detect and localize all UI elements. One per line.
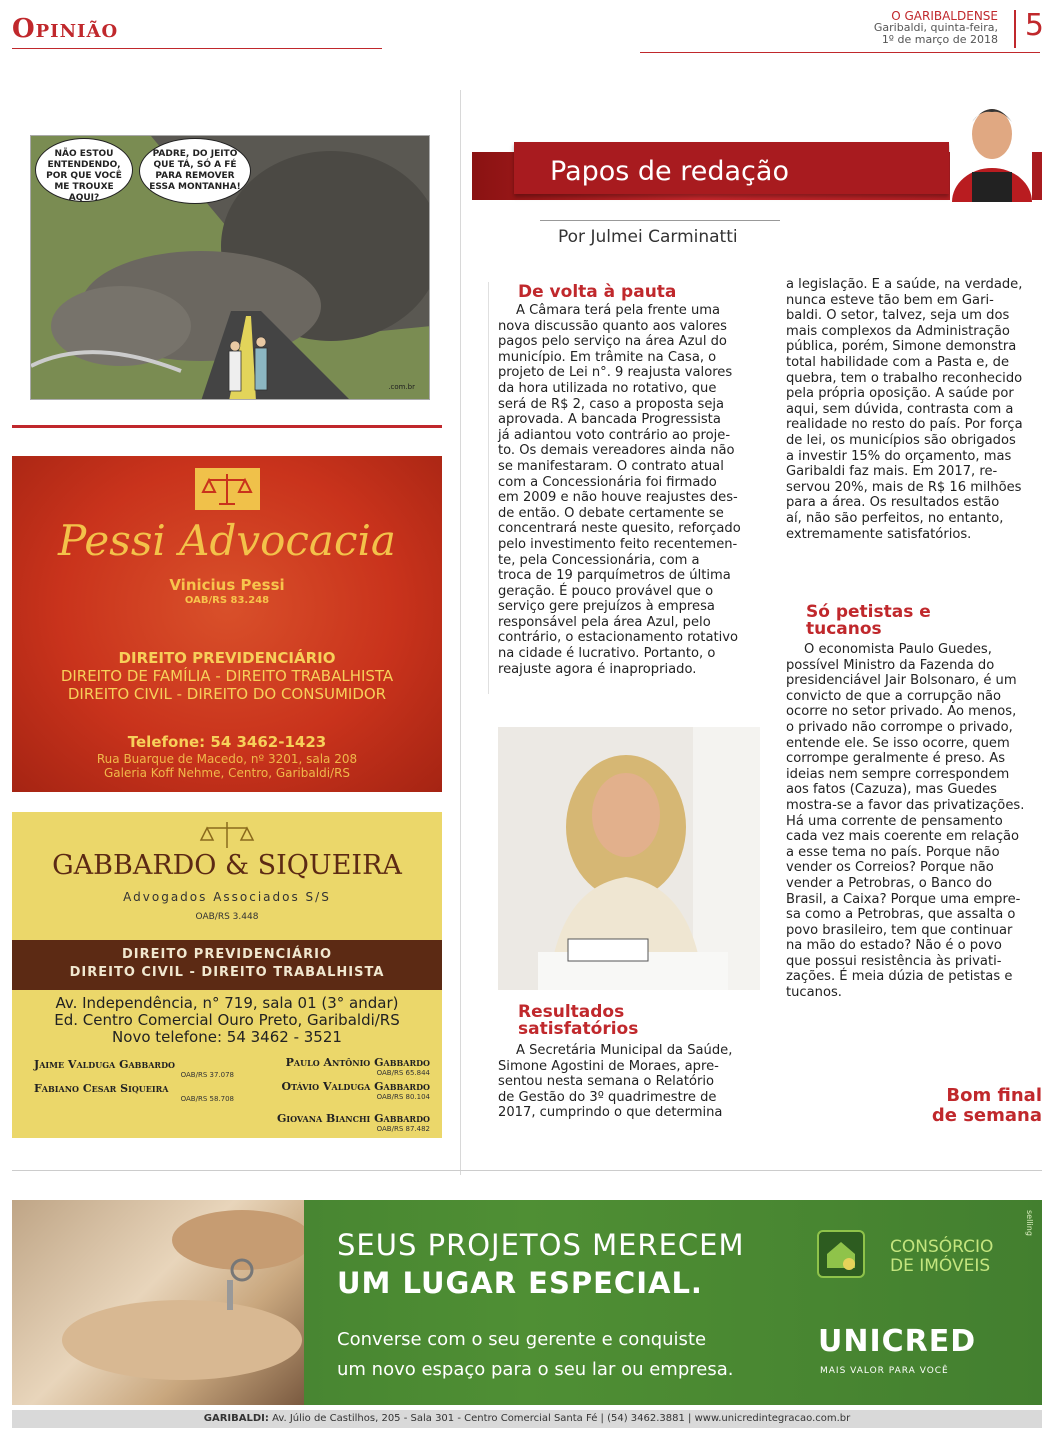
text-line: vender os Correios? Porque não xyxy=(786,860,994,876)
closing-line-1: Bom final xyxy=(946,1085,1042,1106)
keys-hand-image xyxy=(12,1200,304,1405)
lawyer-entry xyxy=(34,1058,234,1079)
text-line: mostra-se a favor das privatizações. xyxy=(786,797,1025,813)
gabbardo-address-1: Av. Independência, n° 719, sala 01 (3° andar) xyxy=(55,994,399,1012)
lawyer-oab: OAB/RS 87.482 xyxy=(376,1125,430,1133)
text-line: entende ele. Se isso ocorre, quem xyxy=(786,735,1010,751)
gabbardo-address-2: Ed. Centro Comercial Ouro Preto, Garibaldi/RS xyxy=(54,1011,400,1029)
pessi-area-3: DIREITO CIVIL - DIREITO DO CONSUMIDOR xyxy=(67,685,387,703)
consorcio-label xyxy=(890,1238,993,1276)
scales-logo-icon xyxy=(195,468,260,510)
lawyer-oab: OAB/RS 58.708 xyxy=(180,1095,234,1103)
text-line: geração. É pouco provável que o xyxy=(498,583,714,599)
lawyer-name: Paulo Antônio Gabbardo xyxy=(285,1056,430,1069)
gabbardo-scales-icon xyxy=(12,820,442,854)
text-line: baldi. O setor, talvez, seja um dos xyxy=(786,308,1010,324)
text-line: aqui, sem dúvida, contrasta com a xyxy=(786,401,1014,417)
lawyer-oab: OAB/RS 65.844 xyxy=(376,1069,430,1077)
section-3-body xyxy=(786,642,1042,1001)
text-line: o privado não corrompe o privado, xyxy=(786,719,1013,735)
page-divider xyxy=(12,1170,1042,1171)
lawyer-entry xyxy=(230,1056,430,1077)
text-line: nunca esteve tão bem em Gari- xyxy=(786,292,994,308)
text-line: sa como a Petrobras, que assalta o xyxy=(786,907,1016,923)
column-title: Papos de redação xyxy=(550,156,789,187)
publication-name: O GARIBALDENSE xyxy=(891,9,998,23)
text-line: que possui resistência às privati- xyxy=(786,953,1002,969)
text-line: aí, não são perfeitos, no entanto, xyxy=(786,510,1004,526)
gabbardo-brand-name: GABBARDO & SIQUEIRA xyxy=(52,850,402,881)
text-line: já adiantou voto contrário ao proje- xyxy=(498,427,731,443)
author-rule xyxy=(540,220,780,221)
text-line: Há uma corrente de pensamento xyxy=(786,813,1003,829)
text-line: O economista Paulo Guedes, xyxy=(804,642,992,657)
house-coins-icon xyxy=(817,1230,865,1278)
cartoon-credit: .com.br xyxy=(388,383,415,391)
text-line: pelo investimento feito recentemen- xyxy=(498,536,738,552)
text-line: presidenciável Jair Bolsonaro, é um xyxy=(786,673,1017,689)
lawyer-entry xyxy=(230,1080,430,1101)
gabbardo-area-1: DIREITO PREVIDENCIÁRIO xyxy=(121,947,332,962)
text-line: extremamente satisfatórios. xyxy=(786,526,972,542)
header-rule xyxy=(12,48,382,49)
editorial-cartoon xyxy=(30,135,430,400)
text-line: da hora utilizada no rotativo, que xyxy=(498,380,717,396)
closing-line-2: de semana xyxy=(931,1105,1042,1126)
pessi-address-1: Rua Buarque de Macedo, nº 3201, sala 208 xyxy=(96,752,358,766)
text-line: quebra, tem o trabalho reconhecido xyxy=(786,370,1023,386)
text-line: troca de 19 parquímetros de última xyxy=(498,568,731,584)
column-author: Por Julmei Carminatti xyxy=(558,227,738,247)
header-separator xyxy=(1014,10,1016,48)
text-line: para a área. Os resultados estão xyxy=(786,495,1000,511)
section-1-body xyxy=(498,303,770,677)
header-rule-right xyxy=(640,52,1040,53)
text-line: pagos pelo serviço na área Azul do xyxy=(498,334,727,350)
text-line: município. Em trâmite na Casa, o xyxy=(498,349,717,365)
lawyer-entry xyxy=(180,1112,430,1133)
text-line: em 2009 e não houve reajustes des- xyxy=(498,490,738,506)
text-line: vender a Petrobras, o Banco do xyxy=(786,875,992,891)
unicred-tagline: MAIS VALOR PARA VOCÊ xyxy=(820,1366,949,1376)
text-line: ideias nem sempre correspondem xyxy=(786,766,1010,782)
text-line: Simone Agostini de Moraes, apre- xyxy=(498,1058,719,1074)
gabbardo-oab: OAB/RS 3.448 xyxy=(195,912,259,922)
text-line: A Câmara terá pela frente uma xyxy=(516,303,721,318)
text-line: tucanos. xyxy=(786,985,842,1001)
pessi-advocacia-ad xyxy=(12,456,442,792)
consorcio-line-2: DE IMÓVEIS xyxy=(890,1256,991,1276)
section-divider xyxy=(12,425,442,428)
text-line: to. Os demais vereadores ainda não xyxy=(498,443,735,459)
text-line: se manifestaram. O contrato atual xyxy=(498,458,724,474)
text-line: na mão do estado? Não é o povo xyxy=(786,938,1002,954)
text-line: possível Ministro da Fazenda do xyxy=(786,657,995,673)
gabbardo-phone: Novo telefone: 54 3462 - 3521 xyxy=(112,1028,342,1046)
text-line: pela própria oposição. A saúde por xyxy=(786,386,1014,402)
closing-phrase xyxy=(932,1086,1042,1126)
gabbardo-areas-band xyxy=(12,940,442,990)
text-line: 2017, cumprindo o que determina xyxy=(498,1105,723,1121)
lawyer-entry xyxy=(34,1082,234,1103)
text-line: mais complexos da Administração xyxy=(786,323,1010,339)
text-line: Garibaldi faz mais. Em 2017, re- xyxy=(786,464,998,480)
footer-label: GARIBALDI: xyxy=(203,1413,269,1424)
gabbardo-subtitle: Advogados Associados S/S xyxy=(123,890,331,904)
section-heading-3-line1: Só petistas e xyxy=(806,602,931,622)
text-line: projeto de Lei n°. 9 reajusta valores xyxy=(498,365,733,381)
dateline-1: Garibaldi, quinta-feira, xyxy=(873,21,998,34)
author-avatar xyxy=(950,90,1032,202)
lawyer-oab: OAB/RS 37.078 xyxy=(180,1071,234,1079)
gabbardo-siqueira-ad xyxy=(12,812,442,1138)
text-line: concentrará neste quesito, reforçado xyxy=(498,521,741,537)
page-number: 5 xyxy=(1024,8,1044,43)
lawyer-name: Otávio Valduga Gabbardo xyxy=(281,1080,430,1093)
text-line: serviço gere prejuízos à empresa xyxy=(498,599,715,615)
unicred-logo: UNICRED xyxy=(818,1324,977,1359)
ad-subtext-2: um novo espaço para o seu lar ou empresa. xyxy=(337,1359,734,1380)
pessi-address-2: Galeria Koff Nehme, Centro, Garibaldi/RS xyxy=(103,766,351,780)
text-line: de lei, os municípios são obrigados xyxy=(786,432,1016,448)
section-heading-2-line1: Resultados xyxy=(518,1002,625,1022)
section-heading-2-line2: satisfatórios xyxy=(518,1019,639,1039)
lawyer-oab: OAB/RS 80.104 xyxy=(376,1093,430,1101)
secretary-photo xyxy=(498,727,760,990)
text-line: total habilidade com a Pasta e, de xyxy=(786,354,1010,370)
text-line: a investir 15% do orçamento, mas xyxy=(786,448,1012,464)
section-heading-1: De volta à pauta xyxy=(518,282,677,302)
text-line: servou 20%, mais de R$ 16 milhões xyxy=(786,479,1022,495)
column-divider xyxy=(460,90,461,1175)
ad-subtext xyxy=(337,1325,733,1385)
section-2-body xyxy=(498,1043,770,1121)
text-line: realidade no resto do país. Por força xyxy=(786,417,1023,433)
text-line: aprovada. A bancada Progressista xyxy=(498,412,721,428)
ad-subtext-1: Converse com o seu gerente e conquiste xyxy=(337,1329,707,1350)
text-line: a legislação. E a saúde, na verdade, xyxy=(786,277,1023,292)
text-line: cada vez mais coerente em relação xyxy=(786,829,1020,845)
speech-bubble-1: NÃO ESTOU ENTENDENDO, POR QUE VOCÊ ME TROUXE AQUI? xyxy=(35,138,133,202)
pessi-brand-name: Pessi Advocacia xyxy=(58,516,396,565)
section-heading-3 xyxy=(806,604,931,638)
text-line: nova discussão quanto aos valores xyxy=(498,318,728,334)
pessi-phone: Telefone: 54 3462-1423 xyxy=(127,733,327,751)
text-line: te, pela Concessionária, com a xyxy=(498,552,700,568)
text-line: de então. O debate certamente se xyxy=(498,505,724,521)
text-line: convicto de que a corrupção não xyxy=(786,688,1002,704)
text-line: sentou nesta semana o Relatório xyxy=(498,1074,714,1090)
text-line: na cidade é lucrativo. Portanto, o xyxy=(498,646,716,662)
text-line: responsável pela área Azul, pelo xyxy=(498,614,711,630)
text-line: será de R$ 2, caso a proposta seja xyxy=(498,396,725,412)
footer-text: Av. Júlio de Castilhos, 205 - Sala 301 - Centro Comercial Santa Fé | (54) 3462.3881 | www.unicredintegracao.com.br xyxy=(272,1413,851,1424)
ad-headline-2: UM LUGAR ESPECIAL. xyxy=(337,1266,703,1300)
text-line: reajuste agora é inapropriado. xyxy=(498,661,697,677)
text-line: com a Concessionária foi firmado xyxy=(498,474,717,490)
consorcio-line-1: CONSÓRCIO xyxy=(890,1237,994,1257)
text-line: zações. É meia dúzia de petistas e xyxy=(786,969,1013,985)
pessi-area-2: DIREITO DE FAMÍLIA - DIREITO TRABALHISTA xyxy=(60,667,394,685)
text-line: aos fatos (Cazuza), mas Guedes xyxy=(786,782,998,798)
section-heading-3-line2: tucanos xyxy=(806,619,882,639)
dateline-2: 1º de março de 2018 xyxy=(881,33,998,46)
pessi-area-1: DIREITO PREVIDENCIÁRIO xyxy=(118,649,336,667)
section-title: Opinião xyxy=(12,14,119,44)
text-line: a esse tema no país. Porque não xyxy=(786,844,1000,860)
text-line: A Secretária Municipal da Saúde, xyxy=(516,1043,733,1058)
text-line: contrário, o estacionamento rotativo xyxy=(498,630,738,646)
text-line: corrompe geralmente é preso. As xyxy=(786,751,1006,767)
pessi-lawyer: Vinicius Pessi xyxy=(169,576,285,594)
section-2-body-continued xyxy=(786,277,1042,542)
text-line: de Gestão do 3º quadrimestre de xyxy=(498,1089,717,1105)
unicred-ad xyxy=(12,1200,1042,1405)
speech-bubble-2: PADRE, DO JEITO QUE TÁ, SÓ A FÉ PARA REMOVER ESSA MONTANHA! xyxy=(139,138,251,204)
pessi-oab: OAB/RS 83.248 xyxy=(184,595,270,606)
lawyer-name: Giovana Bianchi Gabbardo xyxy=(276,1112,430,1125)
article-divider xyxy=(488,282,489,694)
lawyer-name: Jaime Valduga Gabbardo xyxy=(34,1058,175,1071)
agency-credit: selling xyxy=(1025,1210,1034,1236)
text-line: Brasil, a Caixa? Porque uma empre- xyxy=(786,891,1021,907)
text-line: ocorre no setor privado. Ao menos, xyxy=(786,704,1017,720)
lawyer-name: Fabiano Cesar Siqueira xyxy=(34,1082,169,1095)
text-line: povo brasileiro, tem que continuar xyxy=(786,922,1013,938)
ad-footer xyxy=(12,1410,1042,1428)
ad-headline-1: SEUS PROJETOS MERECEM xyxy=(337,1228,745,1262)
gabbardo-area-2: DIREITO CIVIL - DIREITO TRABALHISTA xyxy=(69,965,385,980)
section-heading-2 xyxy=(518,1004,638,1038)
publication-info xyxy=(874,10,998,46)
text-line: pública, porém, Simone demonstra xyxy=(786,339,1017,355)
